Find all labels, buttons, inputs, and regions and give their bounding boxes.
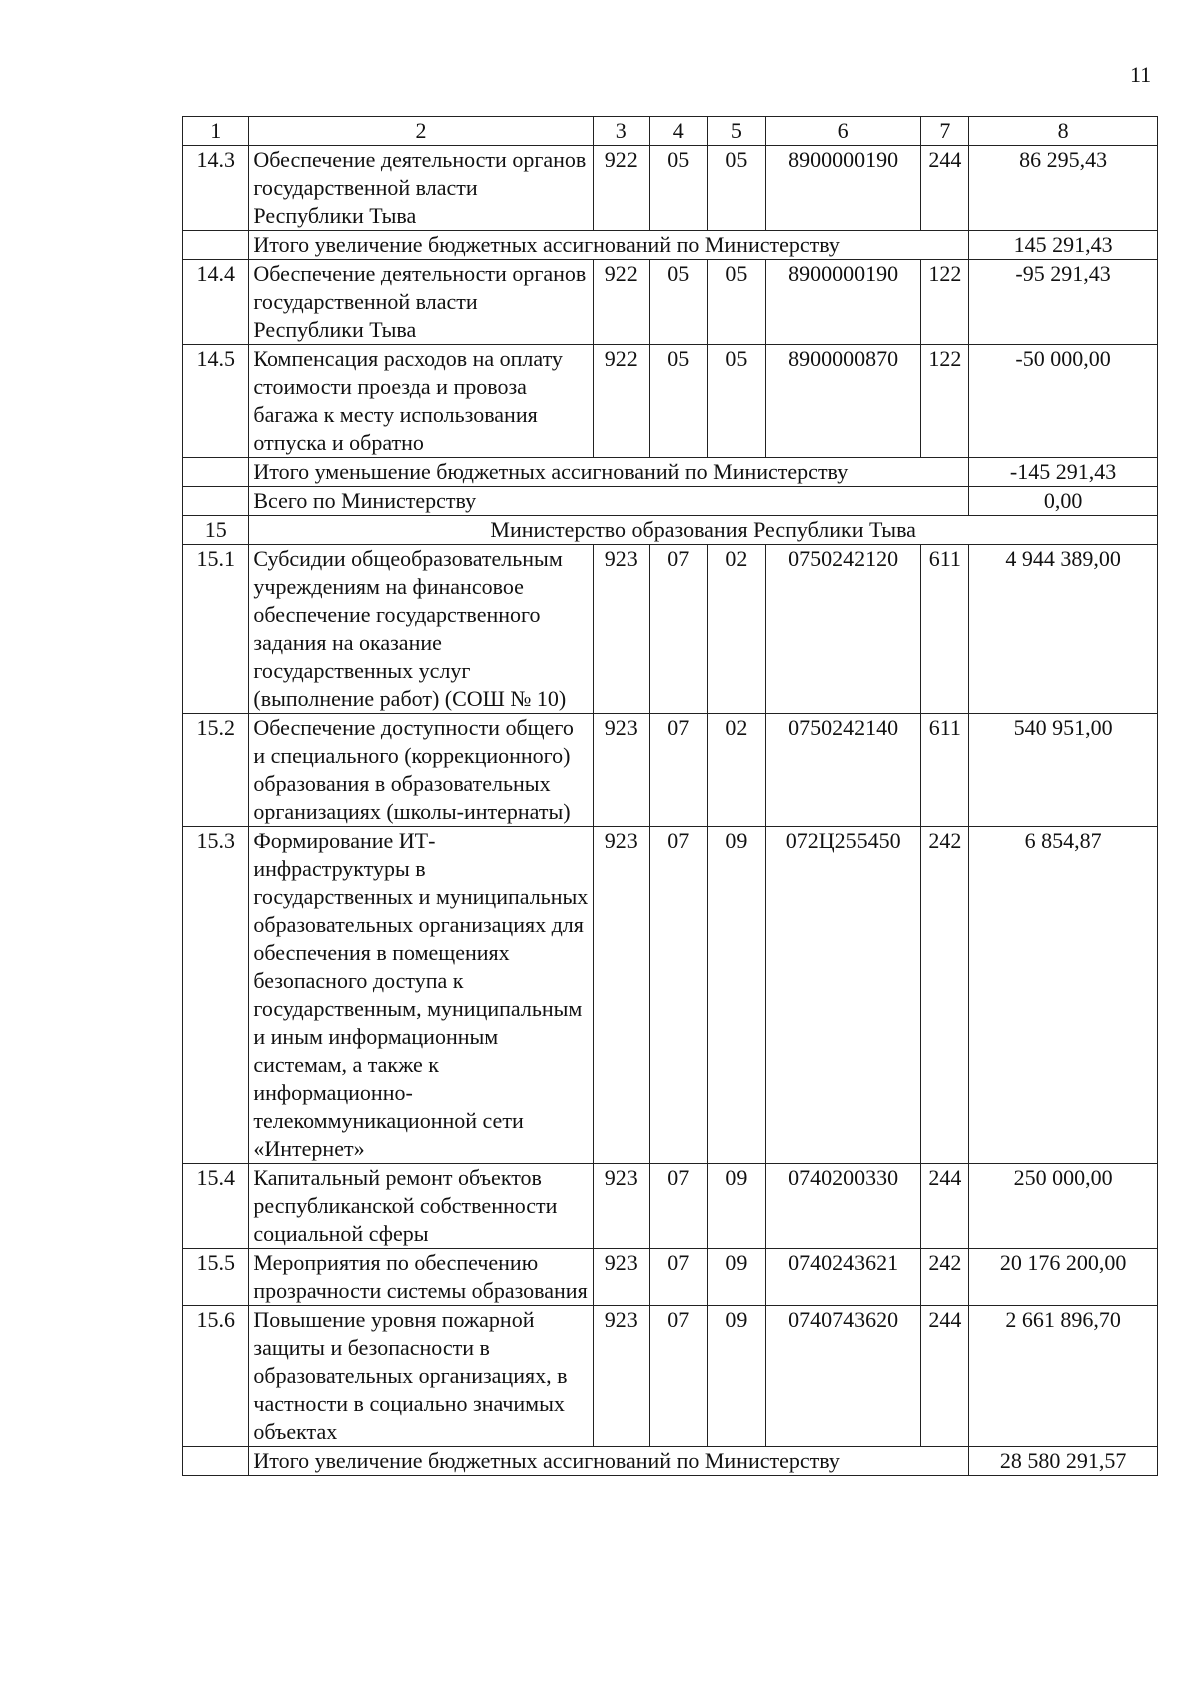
table-row xyxy=(183,345,1158,458)
column-number-row xyxy=(183,117,1158,146)
amount-cell: 540 951,00 xyxy=(969,714,1158,827)
description-cell: Обеспечение деятельности органов государственной власти Республики Тыва xyxy=(249,260,593,345)
empty-cell xyxy=(183,458,249,487)
page-number: 11 xyxy=(1130,62,1152,87)
summary-amount: 28 580 291,57 xyxy=(969,1447,1158,1476)
ministry-code-cell: 923 xyxy=(593,1306,649,1447)
row-number-cell: 15.1 xyxy=(183,545,249,714)
column-header: 5 xyxy=(707,117,765,146)
table-row xyxy=(183,1306,1158,1447)
ministry-code-cell: 923 xyxy=(593,1164,649,1249)
summary-row xyxy=(183,231,1158,260)
empty-cell xyxy=(183,487,249,516)
row-number-cell: 14.4 xyxy=(183,260,249,345)
section-code-cell: 07 xyxy=(649,545,707,714)
section-code-cell: 07 xyxy=(649,714,707,827)
target-article-cell: 0740243621 xyxy=(765,1249,921,1306)
table-row xyxy=(183,1249,1158,1306)
description-cell: Формирование ИТ-инфраструктуры в государственных и муниципальных образовательных организациях для обеспечения в помещениях безопасного доступа к государственным, муниципальным и иным информационным системам, а также к информационно-телекоммуникационной сети «Интернет» xyxy=(249,827,593,1164)
expense-type-cell: 611 xyxy=(921,714,969,827)
description-cell: Обеспечение доступности общего и специального (коррекционного) образования в образовательных организациях (школы-интернаты) xyxy=(249,714,593,827)
amount-cell: 6 854,87 xyxy=(969,827,1158,1164)
description-cell: Капитальный ремонт объектов республиканской собственности социальной сферы xyxy=(249,1164,593,1249)
column-header: 7 xyxy=(921,117,969,146)
row-number-cell: 15.3 xyxy=(183,827,249,1164)
empty-cell xyxy=(183,1447,249,1476)
target-article-cell: 072Ц255450 xyxy=(765,827,921,1164)
section-header-row xyxy=(183,516,1158,545)
subsection-code-cell: 05 xyxy=(707,260,765,345)
row-number-cell: 15.6 xyxy=(183,1306,249,1447)
subsection-code-cell: 02 xyxy=(707,714,765,827)
subsection-code-cell: 05 xyxy=(707,146,765,231)
target-article-cell: 0750242140 xyxy=(765,714,921,827)
summary-label: Всего по Министерству xyxy=(249,487,969,516)
ministry-code-cell: 923 xyxy=(593,1249,649,1306)
summary-label: Итого увеличение бюджетных ассигнований по Министерству xyxy=(249,231,969,260)
summary-row xyxy=(183,487,1158,516)
expense-type-cell: 244 xyxy=(921,1164,969,1249)
table-row xyxy=(183,260,1158,345)
amount-cell: 2 661 896,70 xyxy=(969,1306,1158,1447)
subsection-code-cell: 09 xyxy=(707,1306,765,1447)
row-number-cell: 15.5 xyxy=(183,1249,249,1306)
subsection-code-cell: 05 xyxy=(707,345,765,458)
summary-amount: 145 291,43 xyxy=(969,231,1158,260)
section-code-cell: 07 xyxy=(649,1164,707,1249)
expense-type-cell: 122 xyxy=(921,345,969,458)
ministry-code-cell: 922 xyxy=(593,146,649,231)
row-number-cell: 14.5 xyxy=(183,345,249,458)
subsection-code-cell: 09 xyxy=(707,827,765,1164)
subsection-code-cell: 09 xyxy=(707,1164,765,1249)
expense-type-cell: 242 xyxy=(921,1249,969,1306)
row-number-cell: 15.2 xyxy=(183,714,249,827)
subsection-code-cell: 09 xyxy=(707,1249,765,1306)
ministry-code-cell: 922 xyxy=(593,260,649,345)
amount-cell: -50 000,00 xyxy=(969,345,1158,458)
summary-amount: 0,00 xyxy=(969,487,1158,516)
expense-type-cell: 244 xyxy=(921,1306,969,1447)
column-header: 1 xyxy=(183,117,249,146)
target-article-cell: 8900000870 xyxy=(765,345,921,458)
section-code-cell: 05 xyxy=(649,146,707,231)
section-code-cell: 05 xyxy=(649,260,707,345)
section-code-cell: 07 xyxy=(649,1306,707,1447)
section-number-cell: 15 xyxy=(183,516,249,545)
row-number-cell: 15.4 xyxy=(183,1164,249,1249)
target-article-cell: 0750242120 xyxy=(765,545,921,714)
column-header: 8 xyxy=(969,117,1158,146)
target-article-cell: 0740200330 xyxy=(765,1164,921,1249)
column-header: 6 xyxy=(765,117,921,146)
target-article-cell: 8900000190 xyxy=(765,260,921,345)
expense-type-cell: 242 xyxy=(921,827,969,1164)
empty-cell xyxy=(183,231,249,260)
amount-cell: 20 176 200,00 xyxy=(969,1249,1158,1306)
column-header: 3 xyxy=(593,117,649,146)
summary-label: Итого уменьшение бюджетных ассигнований по Министерству xyxy=(249,458,969,487)
row-number-cell: 14.3 xyxy=(183,146,249,231)
ministry-code-cell: 923 xyxy=(593,827,649,1164)
section-code-cell: 07 xyxy=(649,827,707,1164)
amount-cell: -95 291,43 xyxy=(969,260,1158,345)
budget-allocation-table xyxy=(182,116,1158,1476)
section-title: Министерство образования Республики Тыва xyxy=(249,516,1158,545)
target-article-cell: 8900000190 xyxy=(765,146,921,231)
summary-row xyxy=(183,458,1158,487)
expense-type-cell: 122 xyxy=(921,260,969,345)
description-cell: Субсидии общеобразовательным учреждениям на финансовое обеспечение государственного задания на оказание государственных услуг (выполнение работ) (СОШ № 10) xyxy=(249,545,593,714)
expense-type-cell: 244 xyxy=(921,146,969,231)
description-cell: Мероприятия по обеспечению прозрачности системы образования xyxy=(249,1249,593,1306)
amount-cell: 4 944 389,00 xyxy=(969,545,1158,714)
section-code-cell: 07 xyxy=(649,1249,707,1306)
summary-row xyxy=(183,1447,1158,1476)
table-body xyxy=(183,117,1158,1476)
table-row xyxy=(183,1164,1158,1249)
summary-amount: -145 291,43 xyxy=(969,458,1158,487)
column-header: 2 xyxy=(249,117,593,146)
table-row xyxy=(183,827,1158,1164)
target-article-cell: 0740743620 xyxy=(765,1306,921,1447)
amount-cell: 250 000,00 xyxy=(969,1164,1158,1249)
subsection-code-cell: 02 xyxy=(707,545,765,714)
description-cell: Компенсация расходов на оплату стоимости проезда и провоза багажа к месту использования отпуска и обратно xyxy=(249,345,593,458)
expense-type-cell: 611 xyxy=(921,545,969,714)
ministry-code-cell: 923 xyxy=(593,714,649,827)
summary-label: Итого увеличение бюджетных ассигнований по Министерству xyxy=(249,1447,969,1476)
table-row xyxy=(183,714,1158,827)
ministry-code-cell: 923 xyxy=(593,545,649,714)
ministry-code-cell: 922 xyxy=(593,345,649,458)
description-cell: Обеспечение деятельности органов государственной власти Республики Тыва xyxy=(249,146,593,231)
table-row xyxy=(183,545,1158,714)
section-code-cell: 05 xyxy=(649,345,707,458)
amount-cell: 86 295,43 xyxy=(969,146,1158,231)
column-header: 4 xyxy=(649,117,707,146)
table-row xyxy=(183,146,1158,231)
description-cell: Повышение уровня пожарной защиты и безопасности в образовательных организациях, в частности в социально значимых объектах xyxy=(249,1306,593,1447)
